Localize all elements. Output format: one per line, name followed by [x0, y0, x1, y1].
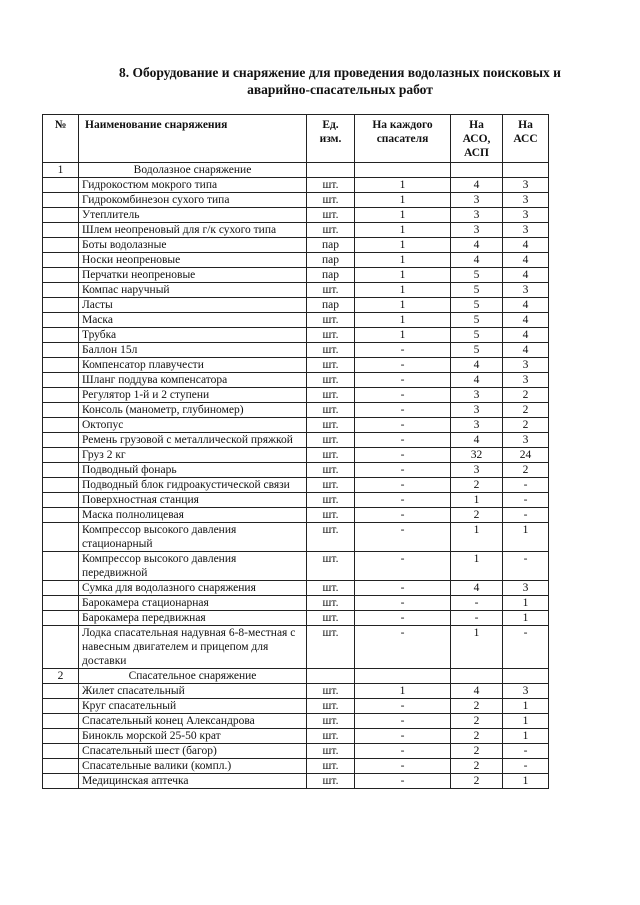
table-row [43, 759, 549, 774]
qty-each-rescuer: 1 [355, 313, 451, 328]
qty-each-rescuer: - [355, 508, 451, 523]
table-row [43, 611, 549, 626]
row-number-cell [43, 268, 79, 283]
row-number-cell [43, 343, 79, 358]
qty-aso: 5 [451, 283, 503, 298]
row-number-cell [43, 714, 79, 729]
qty-acc: 3 [503, 373, 549, 388]
qty-acc: 4 [503, 343, 549, 358]
item-unit: шт. [307, 581, 355, 596]
item-name: Круг спасательный [79, 699, 307, 714]
row-number-cell [43, 253, 79, 268]
qty-acc: 1 [503, 611, 549, 626]
qty-acc: 3 [503, 684, 549, 699]
item-name: Ласты [79, 298, 307, 313]
item-name: Маска полнолицевая [79, 508, 307, 523]
qty-acc: - [503, 744, 549, 759]
section-empty-cell [451, 163, 503, 178]
qty-each-rescuer: - [355, 373, 451, 388]
row-number-cell [43, 463, 79, 478]
qty-aso: 4 [451, 253, 503, 268]
table-row [43, 208, 549, 223]
qty-aso: - [451, 611, 503, 626]
qty-acc: 1 [503, 699, 549, 714]
section-title: Водолазное снаряжение [79, 163, 307, 178]
qty-acc: 1 [503, 729, 549, 744]
qty-each-rescuer: - [355, 463, 451, 478]
item-name: Трубка [79, 328, 307, 343]
table-row [43, 478, 549, 493]
row-number-cell [43, 478, 79, 493]
qty-each-rescuer: 1 [355, 253, 451, 268]
item-name: Компрессор высокого давления передвижной [79, 552, 307, 581]
qty-acc: 4 [503, 328, 549, 343]
col-header-name: Наименование снаряжения [79, 115, 307, 163]
col-header-unit: Ед. изм. [307, 115, 355, 163]
qty-each-rescuer: 1 [355, 178, 451, 193]
item-name: Подводный фонарь [79, 463, 307, 478]
table-row [43, 193, 549, 208]
qty-aso: 2 [451, 744, 503, 759]
qty-aso: 2 [451, 759, 503, 774]
qty-aso: 4 [451, 433, 503, 448]
qty-aso: 2 [451, 508, 503, 523]
table-row [43, 596, 549, 611]
table-row [43, 744, 549, 759]
row-number-cell [43, 418, 79, 433]
item-unit: шт. [307, 463, 355, 478]
row-number-cell [43, 238, 79, 253]
qty-each-rescuer: - [355, 581, 451, 596]
qty-acc: 2 [503, 463, 549, 478]
table-body [43, 163, 549, 789]
item-unit: шт. [307, 699, 355, 714]
qty-aso: 1 [451, 552, 503, 581]
item-unit: шт. [307, 328, 355, 343]
qty-acc: 1 [503, 714, 549, 729]
table-row [43, 253, 549, 268]
item-name: Компас наручный [79, 283, 307, 298]
qty-each-rescuer: - [355, 403, 451, 418]
row-number-cell [43, 388, 79, 403]
col-header-aso: На АСО, АСП [451, 115, 503, 163]
qty-aso: 5 [451, 313, 503, 328]
table-row [43, 774, 549, 789]
qty-each-rescuer: - [355, 552, 451, 581]
item-name: Гидрокомбинезон сухого типа [79, 193, 307, 208]
row-number-cell [43, 223, 79, 238]
item-name: Компрессор высокого давления стационарный [79, 523, 307, 552]
qty-each-rescuer: - [355, 388, 451, 403]
section-empty-cell [355, 163, 451, 178]
qty-acc: 1 [503, 596, 549, 611]
row-number-cell [43, 433, 79, 448]
qty-aso: 3 [451, 223, 503, 238]
col-header-acc: На АСС [503, 115, 549, 163]
qty-aso: 3 [451, 418, 503, 433]
qty-acc: 3 [503, 208, 549, 223]
qty-aso: 2 [451, 714, 503, 729]
qty-each-rescuer: - [355, 493, 451, 508]
item-name: Жилет спасательный [79, 684, 307, 699]
qty-each-rescuer: 1 [355, 208, 451, 223]
table-row [43, 714, 549, 729]
item-unit: пар [307, 253, 355, 268]
item-name: Спасательный шест (багор) [79, 744, 307, 759]
qty-acc: 1 [503, 774, 549, 789]
item-name: Боты водолазные [79, 238, 307, 253]
table-row [43, 493, 549, 508]
section-number: 1 [43, 163, 79, 178]
item-unit: шт. [307, 388, 355, 403]
table-row [43, 298, 549, 313]
table-row [43, 699, 549, 714]
row-number-cell [43, 774, 79, 789]
item-unit: шт. [307, 552, 355, 581]
item-unit: шт. [307, 714, 355, 729]
row-number-cell [43, 596, 79, 611]
qty-aso: 1 [451, 626, 503, 669]
table-row [43, 238, 549, 253]
qty-aso: 3 [451, 463, 503, 478]
heading-line-2: аварийно-спасательных работ [247, 82, 433, 97]
qty-aso: 32 [451, 448, 503, 463]
qty-acc: 2 [503, 403, 549, 418]
qty-aso: 4 [451, 581, 503, 596]
item-unit: шт. [307, 223, 355, 238]
qty-each-rescuer: - [355, 729, 451, 744]
row-number-cell [43, 193, 79, 208]
item-name: Маска [79, 313, 307, 328]
item-unit: шт. [307, 178, 355, 193]
qty-acc: 24 [503, 448, 549, 463]
qty-aso: 2 [451, 774, 503, 789]
qty-acc: 4 [503, 238, 549, 253]
table-row [43, 684, 549, 699]
row-number-cell [43, 523, 79, 552]
table-row [43, 552, 549, 581]
item-unit: пар [307, 298, 355, 313]
qty-acc: 4 [503, 268, 549, 283]
table-header-row [43, 115, 549, 163]
item-name: Барокамера передвижная [79, 611, 307, 626]
qty-aso: 4 [451, 238, 503, 253]
col-header-each: На каждого спасателя [355, 115, 451, 163]
row-number-cell [43, 328, 79, 343]
qty-aso: 3 [451, 388, 503, 403]
section-empty-cell [451, 669, 503, 684]
table-row [43, 448, 549, 463]
qty-aso: 1 [451, 493, 503, 508]
row-number-cell [43, 699, 79, 714]
row-number-cell [43, 508, 79, 523]
qty-acc: 3 [503, 193, 549, 208]
item-unit: шт. [307, 193, 355, 208]
qty-each-rescuer: 1 [355, 684, 451, 699]
qty-each-rescuer: - [355, 523, 451, 552]
section-row [43, 163, 549, 178]
item-unit: шт. [307, 493, 355, 508]
heading-line-1: 8. Оборудование и снаряжение для проведения водолазных поисковых и [119, 65, 561, 80]
table-row [43, 523, 549, 552]
qty-aso: 4 [451, 178, 503, 193]
item-name: Лодка спасательная надувная 6-8-местная с навесным двигателем и прицепом для доставки [79, 626, 307, 669]
qty-aso: 3 [451, 208, 503, 223]
item-unit: шт. [307, 433, 355, 448]
row-number-cell [43, 626, 79, 669]
row-number-cell [43, 373, 79, 388]
item-unit: шт. [307, 358, 355, 373]
qty-acc: 3 [503, 283, 549, 298]
table-row [43, 388, 549, 403]
qty-each-rescuer: 1 [355, 283, 451, 298]
table-row [43, 729, 549, 744]
qty-acc: - [503, 493, 549, 508]
qty-aso: 4 [451, 373, 503, 388]
item-unit: пар [307, 268, 355, 283]
qty-each-rescuer: - [355, 478, 451, 493]
section-number: 2 [43, 669, 79, 684]
qty-each-rescuer: - [355, 433, 451, 448]
row-number-cell [43, 448, 79, 463]
row-number-cell [43, 684, 79, 699]
item-name: Компенсатор плавучести [79, 358, 307, 373]
row-number-cell [43, 403, 79, 418]
section-row [43, 669, 549, 684]
item-unit: шт. [307, 626, 355, 669]
item-unit: шт. [307, 508, 355, 523]
item-name: Бинокль морской 25-50 крат [79, 729, 307, 744]
table-row [43, 358, 549, 373]
qty-each-rescuer: - [355, 418, 451, 433]
item-unit: шт. [307, 611, 355, 626]
qty-acc: 3 [503, 581, 549, 596]
col-header-num: № [43, 115, 79, 163]
row-number-cell [43, 729, 79, 744]
table-row [43, 343, 549, 358]
table-row [43, 581, 549, 596]
table-row [43, 223, 549, 238]
row-number-cell [43, 208, 79, 223]
qty-each-rescuer: 1 [355, 298, 451, 313]
item-name: Груз 2 кг [79, 448, 307, 463]
section-title: Спасательное снаряжение [79, 669, 307, 684]
qty-each-rescuer: - [355, 611, 451, 626]
item-unit: шт. [307, 759, 355, 774]
qty-acc: 4 [503, 253, 549, 268]
qty-each-rescuer: - [355, 744, 451, 759]
section-empty-cell [503, 669, 549, 684]
qty-acc: 2 [503, 418, 549, 433]
qty-each-rescuer: - [355, 358, 451, 373]
table-row [43, 313, 549, 328]
item-name: Спасательный конец Александрова [79, 714, 307, 729]
item-name: Октопус [79, 418, 307, 433]
row-number-cell [43, 581, 79, 596]
item-name: Носки неопреновые [79, 253, 307, 268]
item-name: Медицинская аптечка [79, 774, 307, 789]
item-name: Барокамера стационарная [79, 596, 307, 611]
qty-acc: - [503, 759, 549, 774]
table-row [43, 268, 549, 283]
qty-aso: 4 [451, 358, 503, 373]
item-unit: шт. [307, 684, 355, 699]
row-number-cell [43, 358, 79, 373]
item-name: Шлем неопреновый для г/к сухого типа [79, 223, 307, 238]
qty-aso: 3 [451, 403, 503, 418]
table-row [43, 178, 549, 193]
item-unit: шт. [307, 283, 355, 298]
qty-each-rescuer: - [355, 596, 451, 611]
section-empty-cell [307, 163, 355, 178]
item-unit: пар [307, 238, 355, 253]
qty-each-rescuer: - [355, 699, 451, 714]
row-number-cell [43, 611, 79, 626]
qty-each-rescuer: 1 [355, 193, 451, 208]
table-row [43, 463, 549, 478]
qty-each-rescuer: 1 [355, 268, 451, 283]
row-number-cell [43, 178, 79, 193]
section-empty-cell [307, 669, 355, 684]
item-unit: шт. [307, 313, 355, 328]
item-name: Консоль (манометр, глубиномер) [79, 403, 307, 418]
qty-each-rescuer: - [355, 759, 451, 774]
qty-acc: 4 [503, 298, 549, 313]
table-row [43, 418, 549, 433]
document-heading [60, 64, 620, 98]
row-number-cell [43, 759, 79, 774]
equipment-table [42, 114, 549, 789]
qty-aso: 3 [451, 193, 503, 208]
item-unit: шт. [307, 208, 355, 223]
qty-aso: 5 [451, 298, 503, 313]
table-row [43, 283, 549, 298]
qty-aso: - [451, 596, 503, 611]
row-number-cell [43, 552, 79, 581]
qty-aso: 5 [451, 328, 503, 343]
item-name: Поверхностная станция [79, 493, 307, 508]
qty-each-rescuer: 1 [355, 223, 451, 238]
row-number-cell [43, 493, 79, 508]
qty-acc: - [503, 552, 549, 581]
table-row [43, 328, 549, 343]
item-unit: шт. [307, 774, 355, 789]
item-name: Спасательные валики (компл.) [79, 759, 307, 774]
qty-acc: 2 [503, 388, 549, 403]
item-unit: шт. [307, 478, 355, 493]
qty-each-rescuer: - [355, 448, 451, 463]
qty-acc: 3 [503, 178, 549, 193]
table-row [43, 403, 549, 418]
item-name: Шланг поддува компенсатора [79, 373, 307, 388]
item-name: Подводный блок гидроакустической связи [79, 478, 307, 493]
qty-aso: 5 [451, 343, 503, 358]
qty-acc: 1 [503, 523, 549, 552]
item-name: Ремень грузовой с металлической пряжкой [79, 433, 307, 448]
qty-each-rescuer: 1 [355, 328, 451, 343]
qty-aso: 2 [451, 729, 503, 744]
qty-aso: 2 [451, 478, 503, 493]
qty-acc: - [503, 508, 549, 523]
qty-acc: 3 [503, 223, 549, 238]
qty-acc: 3 [503, 358, 549, 373]
item-unit: шт. [307, 596, 355, 611]
item-name: Гидрокостюм мокрого типа [79, 178, 307, 193]
table-row [43, 626, 549, 669]
row-number-cell [43, 298, 79, 313]
qty-each-rescuer: - [355, 774, 451, 789]
item-name: Перчатки неопреновые [79, 268, 307, 283]
item-unit: шт. [307, 403, 355, 418]
table-row [43, 508, 549, 523]
table-row [43, 433, 549, 448]
qty-each-rescuer: 1 [355, 238, 451, 253]
qty-aso: 1 [451, 523, 503, 552]
item-unit: шт. [307, 729, 355, 744]
qty-each-rescuer: - [355, 626, 451, 669]
table-row [43, 373, 549, 388]
row-number-cell [43, 744, 79, 759]
qty-acc: 4 [503, 313, 549, 328]
item-name: Баллон 15л [79, 343, 307, 358]
item-unit: шт. [307, 523, 355, 552]
qty-aso: 2 [451, 699, 503, 714]
item-unit: шт. [307, 343, 355, 358]
item-unit: шт. [307, 448, 355, 463]
row-number-cell [43, 313, 79, 328]
item-unit: шт. [307, 373, 355, 388]
section-empty-cell [503, 163, 549, 178]
item-name: Сумка для водолазного снаряжения [79, 581, 307, 596]
row-number-cell [43, 283, 79, 298]
qty-each-rescuer: - [355, 343, 451, 358]
item-unit: шт. [307, 744, 355, 759]
qty-each-rescuer: - [355, 714, 451, 729]
qty-aso: 4 [451, 684, 503, 699]
item-unit: шт. [307, 418, 355, 433]
qty-acc: 3 [503, 433, 549, 448]
qty-acc: - [503, 626, 549, 669]
qty-aso: 5 [451, 268, 503, 283]
item-name: Утеплитель [79, 208, 307, 223]
item-name: Регулятор 1-й и 2 ступени [79, 388, 307, 403]
qty-acc: - [503, 478, 549, 493]
section-empty-cell [355, 669, 451, 684]
